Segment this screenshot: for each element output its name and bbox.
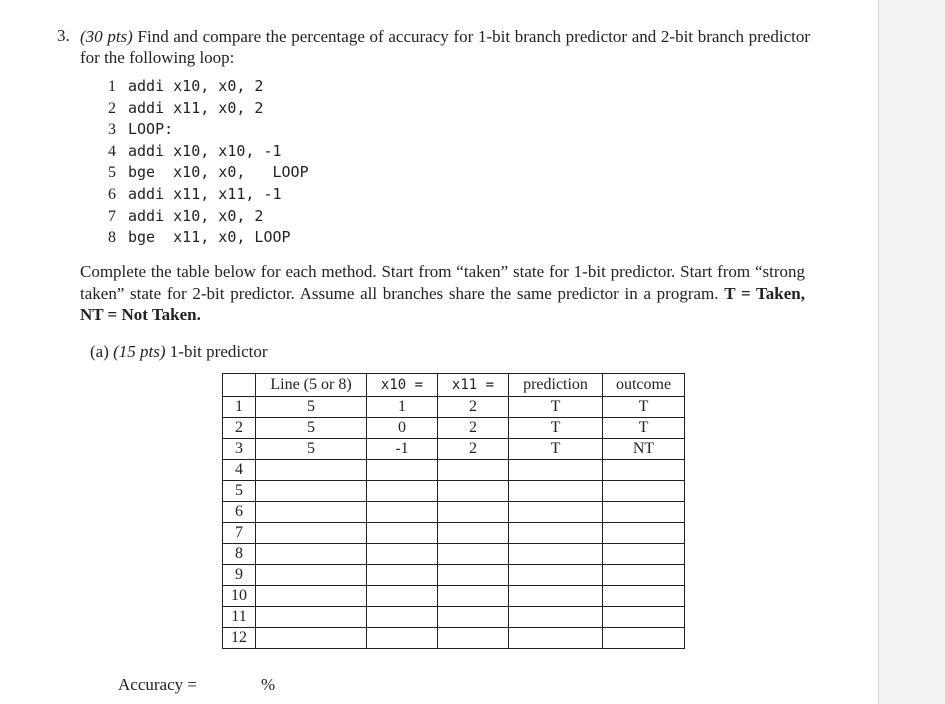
- code-line-text: addi x10, x10, -1: [128, 141, 282, 160]
- cell-x10[interactable]: 1: [367, 397, 438, 418]
- cell-x11[interactable]: 2: [438, 439, 509, 460]
- cell-x11[interactable]: 2: [438, 397, 509, 418]
- cell-prediction[interactable]: [509, 481, 603, 502]
- cell-x10[interactable]: [367, 502, 438, 523]
- code-line-number: 5: [108, 164, 116, 182]
- cell-outcome[interactable]: [603, 565, 685, 586]
- header-cell-index: [223, 374, 256, 397]
- table-header-row: [223, 374, 685, 397]
- cell-prediction[interactable]: [509, 607, 603, 628]
- cell-x10[interactable]: 0: [367, 418, 438, 439]
- table-row: [223, 502, 685, 523]
- cell-line[interactable]: [256, 565, 367, 586]
- header-cell-outcome: outcome: [603, 374, 685, 397]
- code-line-text: addi x11, x11, -1: [128, 184, 282, 203]
- table-row: [223, 481, 685, 502]
- code-line: [108, 206, 309, 228]
- code-line: [108, 162, 309, 184]
- code-line-text: bge x10, x0, LOOP: [128, 163, 309, 182]
- code-line-text: LOOP:: [128, 120, 174, 139]
- cell-outcome[interactable]: T: [603, 397, 685, 418]
- cell-x11[interactable]: [438, 502, 509, 523]
- instructions-text: Complete the table below for each method. Start from “taken” state for 1-bit predictor. Start from “strong taken” state for 2-bit predictor. Assume all branches share the same predictor in a program.: [80, 262, 805, 303]
- header-cell-x10: x10 =: [367, 374, 438, 397]
- cell-prediction[interactable]: [509, 460, 603, 481]
- accuracy-percent: %: [261, 675, 276, 694]
- code-line-number: 6: [108, 185, 116, 203]
- cell-x11[interactable]: [438, 481, 509, 502]
- cell-line[interactable]: 5: [256, 397, 367, 418]
- table-row: [223, 460, 685, 481]
- header-cell-x11: x11 =: [438, 374, 509, 397]
- cell-x11[interactable]: [438, 565, 509, 586]
- code-line-number: 7: [108, 207, 116, 225]
- table-row: [223, 565, 685, 586]
- cell-prediction[interactable]: T: [509, 418, 603, 439]
- question-number: 3.: [57, 26, 70, 45]
- instructions-definition: T = Taken, NT = Not Taken.: [80, 283, 805, 324]
- cell-index: 8: [223, 544, 256, 565]
- table-row: [223, 607, 685, 628]
- code-line-text: addi x11, x0, 2: [128, 98, 264, 117]
- table-row: [223, 439, 685, 460]
- code-line-text: bge x11, x0, LOOP: [128, 228, 291, 247]
- cell-x10[interactable]: [367, 565, 438, 586]
- cell-index: 3: [223, 439, 256, 460]
- cell-x11[interactable]: [438, 628, 509, 649]
- cell-index: 1: [223, 397, 256, 418]
- cell-x10[interactable]: -1: [367, 439, 438, 460]
- cell-x11[interactable]: [438, 607, 509, 628]
- cell-x10[interactable]: [367, 586, 438, 607]
- cell-prediction[interactable]: [509, 586, 603, 607]
- cell-x11[interactable]: [438, 586, 509, 607]
- cell-index: 5: [223, 481, 256, 502]
- code-line: [108, 141, 309, 163]
- cell-x10[interactable]: [367, 544, 438, 565]
- code-line: [108, 76, 309, 98]
- cell-prediction[interactable]: [509, 628, 603, 649]
- cell-line[interactable]: [256, 607, 367, 628]
- question-text: [80, 26, 810, 68]
- accuracy-label: Accuracy =: [118, 675, 197, 694]
- cell-outcome[interactable]: NT: [603, 439, 685, 460]
- table-row: [223, 586, 685, 607]
- cell-prediction[interactable]: T: [509, 439, 603, 460]
- cell-outcome[interactable]: [603, 502, 685, 523]
- part-heading: [90, 342, 268, 362]
- cell-outcome[interactable]: [603, 544, 685, 565]
- cell-x10[interactable]: [367, 523, 438, 544]
- cell-outcome[interactable]: [603, 628, 685, 649]
- code-line-number: 4: [108, 142, 116, 160]
- cell-index: 11: [223, 607, 256, 628]
- cell-outcome[interactable]: T: [603, 418, 685, 439]
- cell-index: 9: [223, 565, 256, 586]
- cell-x11[interactable]: [438, 523, 509, 544]
- cell-x11[interactable]: [438, 544, 509, 565]
- cell-outcome[interactable]: [603, 607, 685, 628]
- cell-line[interactable]: [256, 502, 367, 523]
- cell-x11[interactable]: 2: [438, 418, 509, 439]
- cell-x10[interactable]: [367, 460, 438, 481]
- cell-prediction[interactable]: [509, 502, 603, 523]
- cell-line[interactable]: [256, 628, 367, 649]
- header-cell-prediction: prediction: [509, 374, 603, 397]
- code-line: [108, 119, 309, 141]
- predictor-table: [222, 373, 685, 649]
- cell-index: 10: [223, 586, 256, 607]
- cell-x10[interactable]: [367, 628, 438, 649]
- table-row: [223, 544, 685, 565]
- cell-line[interactable]: [256, 523, 367, 544]
- instructions: [80, 261, 805, 326]
- code-listing: [108, 76, 309, 249]
- cell-index: 4: [223, 460, 256, 481]
- code-line-number: 2: [108, 99, 116, 117]
- question-points: (30 pts): [80, 27, 133, 46]
- cell-index: 12: [223, 628, 256, 649]
- cell-outcome[interactable]: [603, 481, 685, 502]
- cell-prediction[interactable]: [509, 544, 603, 565]
- cell-prediction[interactable]: [509, 523, 603, 544]
- header-cell-line: Line (5 or 8): [256, 374, 367, 397]
- cell-outcome[interactable]: [603, 523, 685, 544]
- code-line-number: 1: [108, 78, 116, 95]
- cell-line[interactable]: [256, 544, 367, 565]
- code-line: [108, 227, 309, 249]
- cell-line[interactable]: 5: [256, 418, 367, 439]
- part-label: (a): [90, 342, 109, 361]
- table-row: [223, 523, 685, 544]
- table-row: [223, 397, 685, 418]
- cell-line[interactable]: 5: [256, 439, 367, 460]
- cell-line[interactable]: [256, 586, 367, 607]
- cell-x10[interactable]: [367, 481, 438, 502]
- cell-x11[interactable]: [438, 460, 509, 481]
- cell-outcome[interactable]: [603, 586, 685, 607]
- table-row: [223, 418, 685, 439]
- cell-prediction[interactable]: T: [509, 397, 603, 418]
- code-line: [108, 184, 309, 206]
- cell-x10[interactable]: [367, 607, 438, 628]
- cell-line[interactable]: [256, 481, 367, 502]
- cell-index: 6: [223, 502, 256, 523]
- code-line-number: 3: [108, 121, 116, 139]
- cell-outcome[interactable]: [603, 460, 685, 481]
- code-line-text: addi x10, x0, 2: [128, 77, 264, 95]
- code-line-number: 8: [108, 229, 116, 247]
- table-row: [223, 628, 685, 649]
- cell-prediction[interactable]: [509, 565, 603, 586]
- side-panel: [879, 0, 945, 704]
- part-points: (15 pts): [113, 342, 166, 361]
- cell-index: 7: [223, 523, 256, 544]
- cell-index: 2: [223, 418, 256, 439]
- cell-line[interactable]: [256, 460, 367, 481]
- code-line: [108, 98, 309, 120]
- table-body: [223, 397, 685, 649]
- part-title: 1-bit predictor: [169, 342, 268, 361]
- question-body: Find and compare the percentage of accuracy for 1-bit branch predictor and 2-bit branch predictor for the following loop:: [80, 27, 810, 67]
- code-line-text: addi x10, x0, 2: [128, 206, 264, 225]
